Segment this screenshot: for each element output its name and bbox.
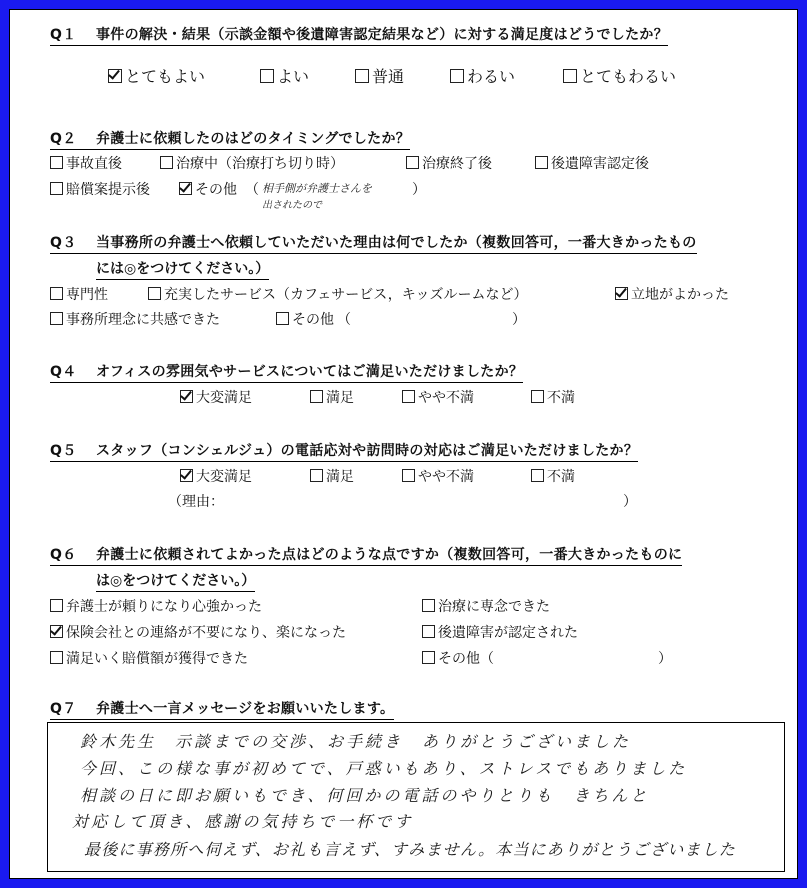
q6-option-6[interactable]: [422, 648, 480, 668]
q6-option-2[interactable]: [422, 596, 550, 616]
q4-number: Q４: [50, 364, 77, 380]
checkbox[interactable]: [50, 651, 63, 664]
q2-other-close-paren: ）: [412, 182, 426, 198]
q2-option-1[interactable]: [50, 153, 122, 173]
q2-option-4-label: 後遺障害認定後: [551, 156, 649, 172]
message-line-1: 鈴木先生 示談までの交渉、お手続き ありがとうございました: [80, 732, 632, 751]
q3-other-open-paren: （: [337, 312, 351, 328]
q2-option-5[interactable]: [50, 179, 150, 199]
q3-option-5[interactable]: [276, 309, 334, 329]
q6-text: 弁護士に依頼されてよかった点はどのような点ですか（複数回答可，一番大きかったものに: [96, 547, 683, 563]
checkbox[interactable]: [422, 599, 435, 612]
message-box[interactable]: [47, 722, 785, 872]
checkbox-checked[interactable]: [50, 625, 63, 638]
q2-option-6-label: その他: [195, 182, 237, 198]
checkbox[interactable]: [422, 625, 435, 638]
q2-text: 弁護士に依頼したのはどのタイミングでしたか？: [96, 131, 411, 147]
checkbox[interactable]: [50, 182, 63, 195]
survey-sheet: [9, 9, 798, 879]
q6-other-close-paren: ）: [658, 651, 672, 667]
q6-option-5[interactable]: [50, 648, 248, 668]
q6-option-3-label: 保険会社との連絡が不要になり、楽になった: [66, 625, 346, 641]
q4-option-2-label: 満足: [326, 390, 354, 406]
q2-option-3[interactable]: [406, 153, 492, 173]
q1-option-1[interactable]: [108, 64, 205, 87]
q3-option-4-label: 事務所理念に共感できた: [66, 312, 220, 328]
q2-option-3-label: 治療終了後: [422, 156, 492, 172]
message-line-3: 相談の日に即お願いもでき、何回かの電話のやりとりも きちんと: [80, 786, 650, 805]
checkbox[interactable]: [160, 156, 173, 169]
q5-number: Q５: [50, 443, 77, 459]
q3-option-3-label: 立地がよかった: [631, 287, 729, 303]
q4-text: オフィスの雰囲気やサービスについてはご満足いただけましたか？: [96, 364, 524, 380]
q5-option-4[interactable]: [531, 466, 575, 486]
q2-heading: [50, 128, 410, 150]
q5-option-3-label: やや不満: [418, 469, 474, 485]
checkbox[interactable]: [310, 469, 323, 482]
q4-option-1[interactable]: [180, 387, 252, 407]
q5-heading: [50, 440, 638, 462]
q5-option-1-label: 大変満足: [196, 469, 252, 485]
checkbox[interactable]: [563, 69, 577, 83]
q2-other-open-paren: （: [245, 182, 259, 198]
q4-option-4-label: 不満: [547, 390, 575, 406]
q6-option-2-label: 治療に専念できた: [438, 599, 550, 615]
q2-option-2-label: 治療中（治療打ち切り時）: [176, 156, 344, 172]
q4-option-2[interactable]: [310, 387, 354, 407]
q5-option-3[interactable]: [402, 466, 474, 486]
checkbox[interactable]: [450, 69, 464, 83]
q5-reason-close-paren: ）: [623, 494, 637, 510]
q6-option-4[interactable]: [422, 622, 578, 642]
checkbox-checked[interactable]: [180, 390, 193, 403]
q5-text: スタッフ（コンシェルジュ）の電話応対や訪問時の対応はご満足いただけましたか？: [96, 443, 639, 459]
q7-heading: [50, 698, 394, 720]
q2-option-2[interactable]: [160, 153, 344, 173]
q1-option-4-label: わるい: [467, 67, 516, 86]
q6-option-1[interactable]: [50, 596, 262, 616]
q5-option-2-label: 満足: [326, 469, 354, 485]
checkbox[interactable]: [422, 651, 435, 664]
q2-option-1-label: 事故直後: [66, 156, 122, 172]
q5-option-4-label: 不満: [547, 469, 575, 485]
message-line-4: 対応して頂き、感謝の気持ちで一杯です: [72, 812, 414, 831]
q1-option-2-label: よい: [277, 67, 310, 86]
q6-text-continued: は◎をつけてください。）: [96, 570, 255, 592]
q1-option-5-label: とてもわるい: [580, 67, 677, 86]
checkbox[interactable]: [148, 287, 161, 300]
checkbox[interactable]: [310, 390, 323, 403]
checkbox[interactable]: [50, 287, 63, 300]
q4-option-1-label: 大変満足: [196, 390, 252, 406]
message-line-5: 最後に事務所へ伺えず、お礼も言えず、すみません。本当にありがとうございました: [84, 840, 737, 859]
q6-option-1-label: 弁護士が頼りになり心強かった: [66, 599, 262, 615]
checkbox[interactable]: [260, 69, 274, 83]
q2-option-6[interactable]: [179, 179, 237, 199]
checkbox-checked[interactable]: [180, 469, 193, 482]
q2-option-5-label: 賠償案提示後: [66, 182, 150, 198]
q1-option-2[interactable]: [260, 64, 309, 87]
q2-number: Q２: [50, 131, 77, 147]
q1-option-3[interactable]: [355, 64, 404, 87]
checkbox[interactable]: [531, 390, 544, 403]
q4-option-3[interactable]: [402, 387, 474, 407]
q3-heading: [50, 232, 697, 254]
checkbox[interactable]: [276, 312, 289, 325]
q6-number: Q６: [50, 547, 77, 563]
q1-number: Q１: [50, 27, 77, 43]
checkbox[interactable]: [402, 469, 415, 482]
q3-text: 当事務所の弁護士へ依頼していただいた理由は何でしたか（複数回答可，一番大きかったもの: [96, 235, 697, 251]
checkbox-checked[interactable]: [615, 287, 628, 300]
checkbox[interactable]: [531, 469, 544, 482]
checkbox[interactable]: [402, 390, 415, 403]
q3-other-close-paren: ）: [512, 312, 526, 328]
q1-option-3-label: 普通: [372, 67, 405, 86]
q6-heading: [50, 544, 682, 566]
checkbox[interactable]: [50, 312, 63, 325]
q7-number: Q７: [50, 701, 77, 717]
q1-option-5[interactable]: [563, 64, 676, 87]
q3-text-continued: には◎をつけてください。）: [96, 258, 269, 280]
q5-option-1[interactable]: [180, 466, 252, 486]
checkbox[interactable]: [355, 69, 369, 83]
q6-option-6-label: その他: [438, 651, 480, 667]
q3-option-3[interactable]: [615, 284, 729, 304]
q4-option-3-label: やや不満: [418, 390, 474, 406]
q5-reason-label: （理由：: [168, 494, 224, 510]
q1-heading: [50, 24, 668, 46]
checkbox[interactable]: [50, 599, 63, 612]
q2-other-answer-line-2: 出されたので: [262, 200, 322, 211]
checkbox[interactable]: [50, 156, 63, 169]
q3-option-2-label: 充実したサービス（カフェサービス，キッズルームなど）: [164, 287, 528, 303]
q1-text: 事件の解決・結果（示談金額や後遺障害認定結果など）に対する満足度はどうでしたか？: [96, 27, 668, 43]
checkbox[interactable]: [406, 156, 419, 169]
q5-option-2[interactable]: [310, 466, 354, 486]
q3-option-2[interactable]: [148, 284, 527, 304]
q3-option-4[interactable]: [50, 309, 220, 329]
q6-option-5-label: 満足いく賠償額が獲得できた: [66, 651, 248, 667]
q4-heading: [50, 361, 523, 383]
q3-option-1-label: 専門性: [66, 287, 108, 303]
q1-option-4[interactable]: [450, 64, 515, 87]
q3-option-1[interactable]: [50, 284, 108, 304]
q2-option-4[interactable]: [535, 153, 649, 173]
checkbox[interactable]: [535, 156, 548, 169]
q1-option-1-label: とてもよい: [125, 67, 206, 86]
q4-option-4[interactable]: [531, 387, 575, 407]
checkbox-checked[interactable]: [179, 182, 192, 195]
q2-other-answer-line-1: 相手側が弁護士さんを: [262, 182, 372, 195]
checkbox-checked[interactable]: [108, 69, 122, 83]
q6-option-3[interactable]: [50, 622, 346, 642]
message-line-2: 今回、この様な事が初めてで、戸惑いもあり、ストレスでもありました: [80, 759, 688, 778]
q6-option-4-label: 後遺障害が認定された: [438, 625, 578, 641]
q3-option-5-label: その他: [292, 312, 334, 328]
q6-other-open-paren: （: [480, 651, 494, 667]
q3-number: Q３: [50, 235, 77, 251]
q7-text: 弁護士へ一言メッセージをお願いいたします。: [96, 701, 395, 717]
